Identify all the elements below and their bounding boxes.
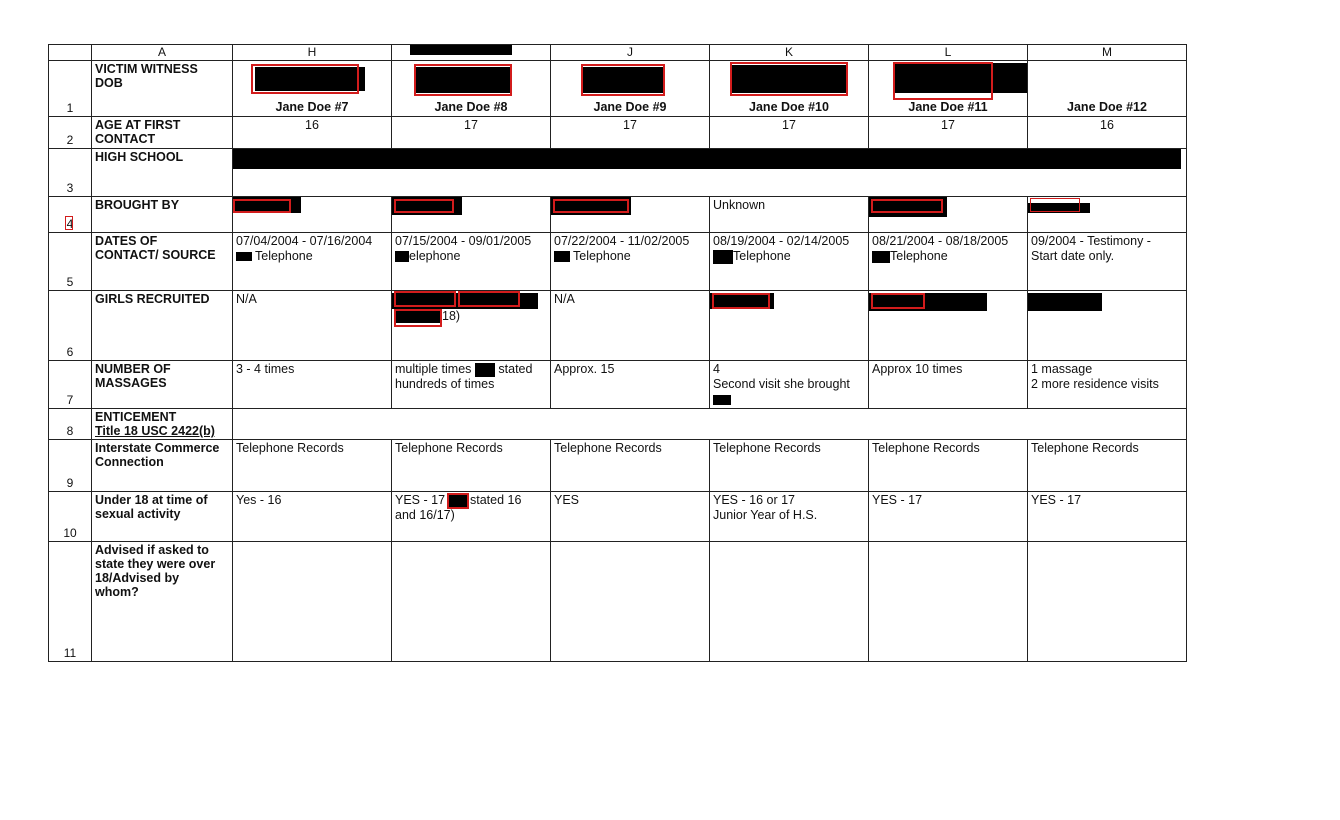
row-label: HIGH SCHOOL: [92, 149, 233, 197]
row-label: [92, 409, 233, 440]
label-line: Connection: [95, 455, 164, 469]
row-number[interactable]: 1: [49, 61, 92, 117]
redaction-bar: [713, 250, 733, 264]
column-header-row: [49, 45, 1187, 61]
redaction-box: [414, 64, 512, 96]
table-row: [49, 542, 1187, 662]
victim-name: Jane Doe #9: [593, 100, 667, 114]
cell-m7[interactable]: [1028, 361, 1187, 409]
cell-line: YES - 16 or 17: [713, 493, 795, 507]
cell-k10[interactable]: [710, 492, 869, 542]
table-row: [49, 440, 1187, 492]
cell-h6[interactable]: N/A: [233, 291, 392, 361]
redaction-box: [871, 293, 925, 309]
victim-name: Jane Doe #12: [1067, 100, 1147, 114]
cell-line: 2 more residence visits: [1031, 377, 1159, 391]
redaction-box: [553, 199, 629, 213]
victim-name: Jane Doe #7: [275, 100, 349, 114]
label-line: Title 18 USC 2422(b): [95, 424, 215, 438]
row-number[interactable]: 5: [49, 233, 92, 291]
redaction-box: [458, 291, 520, 307]
source-line: Start date only.: [1031, 249, 1115, 263]
row-number[interactable]: [49, 197, 92, 233]
column-header-k[interactable]: K: [710, 45, 869, 61]
cell-j9[interactable]: Telephone Records: [551, 440, 710, 492]
table-row: [49, 291, 1187, 361]
cell-j1[interactable]: [551, 61, 710, 117]
redaction-box: [712, 293, 770, 309]
table-row: [49, 361, 1187, 409]
row-number[interactable]: 3: [49, 149, 92, 197]
redaction-box: [65, 216, 73, 230]
table-row: [49, 117, 1187, 149]
cell-line: [395, 493, 547, 508]
source-label: Telephone: [255, 249, 313, 263]
column-header-i[interactable]: [392, 45, 551, 61]
column-header-j[interactable]: J: [551, 45, 710, 61]
redaction-bar: [872, 251, 890, 263]
label-line: CONTACT/ SOURCE: [95, 248, 216, 262]
label-line: ENTICEMENT: [95, 410, 177, 424]
cell-k4[interactable]: Unknown: [710, 197, 869, 233]
row-label: [92, 492, 233, 542]
cell-text-part: YES - 17: [395, 493, 446, 507]
label-line: AGE AT FIRST: [95, 118, 181, 132]
label-line: whom?: [95, 585, 139, 599]
cell-line: [395, 362, 547, 377]
redaction-bar: [449, 495, 467, 507]
table-row: [49, 149, 1187, 197]
row-label: [92, 440, 233, 492]
cell-l7[interactable]: Approx 10 times: [869, 361, 1028, 409]
victim-name: Jane Doe #8: [434, 100, 508, 114]
source-label: Telephone: [890, 249, 948, 263]
cell-j7[interactable]: Approx. 15: [551, 361, 710, 409]
cell-k6[interactable]: [710, 291, 869, 361]
row-label: [92, 61, 233, 117]
cell-k1[interactable]: [710, 61, 869, 117]
column-header-a[interactable]: A: [92, 45, 233, 61]
cell-j5[interactable]: [551, 233, 710, 291]
redaction-bar: [395, 251, 409, 262]
label-line: 18/Advised by: [95, 571, 180, 585]
row-label: GIRLS RECRUITED: [92, 291, 233, 361]
cell-j10[interactable]: YES: [551, 492, 710, 542]
label-line: Interstate Commerce: [95, 441, 220, 455]
cell-h7[interactable]: 3 - 4 times: [233, 361, 392, 409]
cell-h5[interactable]: [233, 233, 392, 291]
cell-h9[interactable]: Telephone Records: [233, 440, 392, 492]
row-label: [92, 361, 233, 409]
cell-text-part: stated 16: [470, 493, 522, 507]
redaction-bar: [475, 363, 495, 377]
source-line: [713, 249, 865, 264]
cell-l5[interactable]: [869, 233, 1028, 291]
cell-k7[interactable]: [710, 361, 869, 409]
redaction-box: [893, 62, 993, 100]
redaction-bar: [236, 252, 252, 261]
cell-l4[interactable]: [869, 197, 1028, 233]
cell-m5[interactable]: [1028, 233, 1187, 291]
cell-enticement-span[interactable]: [233, 409, 1187, 440]
row-number[interactable]: 10: [49, 492, 92, 542]
row-label: [92, 542, 233, 662]
cell-line: hundreds of times: [395, 377, 495, 391]
label-line: CONTACT: [95, 132, 156, 146]
label-line: VICTIM WITNESS: [95, 62, 198, 76]
cell-i1[interactable]: [392, 61, 551, 117]
table-row: [49, 61, 1187, 117]
cell-l9[interactable]: Telephone Records: [869, 440, 1028, 492]
cell-m2[interactable]: 16: [1028, 117, 1187, 149]
cell-text-part: stated: [498, 362, 533, 376]
redaction-box: [581, 64, 665, 96]
cell-m9[interactable]: Telephone Records: [1028, 440, 1187, 492]
cell-j2[interactable]: 17: [551, 117, 710, 149]
cell-i7[interactable]: [392, 361, 551, 409]
cell-i10[interactable]: [392, 492, 551, 542]
redaction-bar: [1028, 293, 1102, 311]
source-line: [395, 249, 547, 264]
row-number[interactable]: 6: [49, 291, 92, 361]
recruited-note: 18): [442, 309, 461, 323]
cell-i5[interactable]: [392, 233, 551, 291]
cell-j4[interactable]: [551, 197, 710, 233]
redaction-bar: [410, 45, 512, 56]
redaction-box: [1030, 198, 1080, 212]
date-range: 08/21/2004 - 08/18/2005: [872, 234, 1009, 248]
column-header-l[interactable]: L: [869, 45, 1028, 61]
date-range: 07/22/2004 - 11/02/2005: [554, 234, 690, 248]
cell-high-school-span[interactable]: [233, 149, 1187, 197]
redaction-box: [394, 309, 442, 327]
cell-line: 1 massage: [1031, 362, 1093, 376]
cell-l11[interactable]: [869, 542, 1028, 662]
date-range: 07/15/2004 - 09/01/2005: [395, 234, 532, 248]
row-label: [92, 233, 233, 291]
row-label: BROUGHT BY: [92, 197, 233, 233]
cell-l10[interactable]: YES - 17: [869, 492, 1028, 542]
cell-h2[interactable]: 16: [233, 117, 392, 149]
cell-j11[interactable]: [551, 542, 710, 662]
cell-m6[interactable]: [1028, 291, 1187, 361]
source-line: [236, 249, 388, 264]
column-header-m[interactable]: M: [1028, 45, 1187, 61]
cell-h10[interactable]: Yes - 16: [233, 492, 392, 542]
cell-l1[interactable]: [869, 61, 1028, 117]
cell-i4[interactable]: [392, 197, 551, 233]
table-row: [49, 233, 1187, 291]
table-row: [49, 197, 1187, 233]
cell-i11[interactable]: [392, 542, 551, 662]
date-range: 09/2004 - Testimony -: [1031, 234, 1151, 248]
source-line: [554, 249, 706, 264]
victim-name: Jane Doe #11: [908, 100, 988, 114]
table-row: [49, 492, 1187, 542]
cell-j6[interactable]: N/A: [551, 291, 710, 361]
redaction-box: [394, 291, 456, 307]
redaction-box: [871, 199, 943, 213]
cell-line: Junior Year of H.S.: [713, 508, 818, 522]
row-number[interactable]: 2: [49, 117, 92, 149]
cell-m1[interactable]: [1028, 61, 1187, 117]
cell-i6[interactable]: [392, 291, 551, 361]
cell-line: Second visit she brought: [713, 377, 850, 391]
label-line: DOB: [95, 76, 123, 90]
redaction-bar: [554, 251, 570, 262]
label-line: Advised if asked to: [95, 543, 209, 557]
source-label: elephone: [409, 249, 461, 263]
label-line: sexual activity: [95, 507, 181, 521]
cell-m11[interactable]: [1028, 542, 1187, 662]
cell-l2[interactable]: 17: [869, 117, 1028, 149]
source-line: [872, 249, 1024, 264]
cell-k2[interactable]: 17: [710, 117, 869, 149]
redaction-bar: [713, 395, 731, 405]
cell-m4[interactable]: [1028, 197, 1187, 233]
spreadsheet-table: [48, 44, 1187, 662]
row-label: [92, 117, 233, 149]
redaction-box: [730, 62, 848, 96]
cell-h11[interactable]: [233, 542, 392, 662]
cell-k11[interactable]: [710, 542, 869, 662]
label-line: DATES OF: [95, 234, 158, 248]
row-number-label: 4: [66, 217, 74, 231]
cell-line: and 16/17): [395, 508, 455, 522]
cell-k9[interactable]: Telephone Records: [710, 440, 869, 492]
date-range: 07/04/2004 - 07/16/2004: [236, 234, 373, 248]
column-header-h[interactable]: H: [233, 45, 392, 61]
redaction-box: [394, 199, 454, 213]
source-label: Telephone: [573, 249, 631, 263]
table-row: [49, 409, 1187, 440]
redaction-bar: [233, 149, 1181, 169]
label-line: state they were over: [95, 557, 216, 571]
cell-m10[interactable]: YES - 17: [1028, 492, 1187, 542]
label-line: NUMBER OF: [95, 362, 171, 376]
row-number[interactable]: 7: [49, 361, 92, 409]
cell-l6[interactable]: [869, 291, 1028, 361]
row-number[interactable]: 9: [49, 440, 92, 492]
corner-cell[interactable]: [49, 45, 92, 61]
cell-k5[interactable]: [710, 233, 869, 291]
redaction-box: [251, 64, 359, 94]
source-label: Telephone: [733, 249, 791, 263]
row-number[interactable]: 11: [49, 542, 92, 662]
cell-line: [713, 392, 865, 407]
cell-line: 4: [713, 362, 720, 376]
cell-i2[interactable]: 17: [392, 117, 551, 149]
label-line: Under 18 at time of: [95, 493, 208, 507]
cell-text-part: multiple times: [395, 362, 472, 376]
row-number[interactable]: 8: [49, 409, 92, 440]
redaction-box: [233, 199, 291, 213]
cell-i9[interactable]: Telephone Records: [392, 440, 551, 492]
cell-h4[interactable]: [233, 197, 392, 233]
victim-name: Jane Doe #10: [749, 100, 829, 114]
date-range: 08/19/2004 - 02/14/2005: [713, 234, 850, 248]
label-line: MASSAGES: [95, 376, 167, 390]
cell-h1[interactable]: [233, 61, 392, 117]
